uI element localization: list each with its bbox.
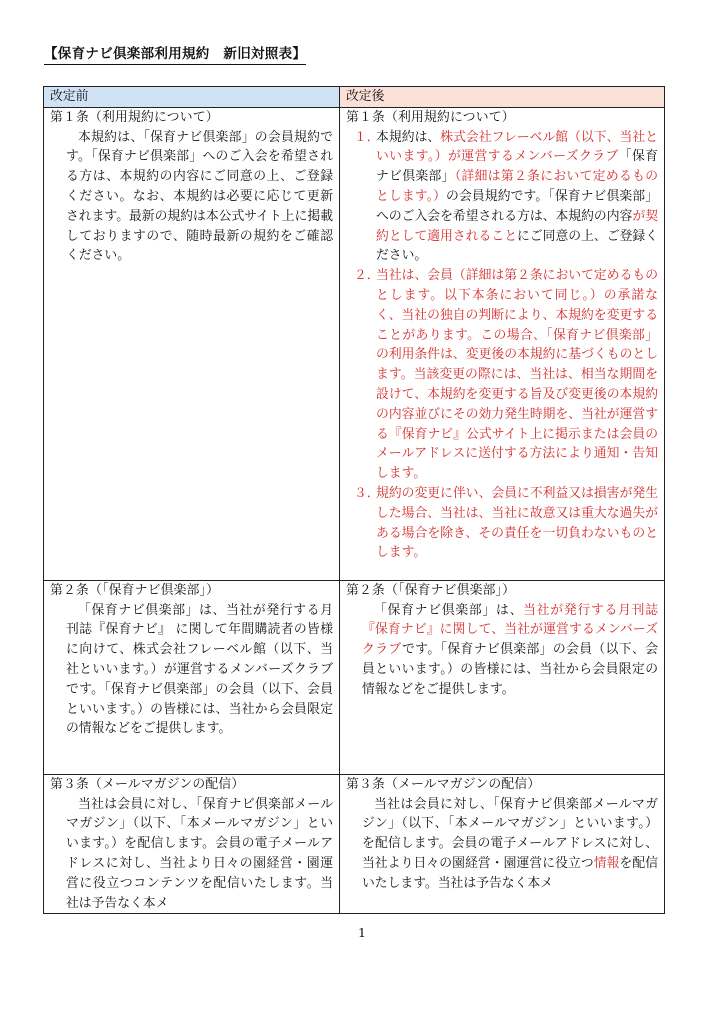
article-1-before-cell — [44, 107, 340, 580]
item-text-part: 「保育ナビ倶楽部」 — [376, 149, 659, 185]
item-text-part: にご同意の上、ご登録ください。 — [376, 228, 659, 264]
item-text-part: 本規約は、 — [376, 129, 441, 145]
article-2-after-text — [346, 601, 658, 700]
article-3-before-cell — [44, 774, 340, 914]
article-1-after-cell — [340, 107, 665, 580]
item-text-part: の会員規約です。「保育ナビ倶楽部」へのご入会を希望される方は、本規約の内容 — [376, 188, 658, 224]
revised-text: 株式会社フレーベル館（以下、当社といいます。）が運営するメンバーズクラブ — [376, 129, 658, 165]
revised-text: 当社は、会員（詳細は第２条において定めるものとします。以下本条において同じ。）の承諾なく、当社の独自の判断により、本規約を変更することがあります。この場合、「保育ナビ倶楽部」の利用条件は、変更後の本規約に基づくものとします。当該変更の際には、当社は、相当な期間を設けて、本規約を変更する旨及び変更後の本規約の内容並びにその効力発生時期を、当社が運営する『保育ナビ』公式サイト上に掲示または会員のメールアドレスに送付する方法により通知・告知します。 — [376, 268, 658, 482]
table-row-article-3 — [44, 774, 665, 914]
revised-text: 規約の変更に伴い、会員に不利益又は損害が発生した場合、当社は、当社に故意又は重大な過失がある場合を除き、その責任を一切負わないものとします。 — [376, 485, 658, 561]
item-number: ３． — [354, 485, 380, 501]
table-header-row — [44, 87, 665, 108]
page-number: 1 — [358, 925, 366, 940]
article-3-after-cell — [340, 774, 665, 914]
text-part: です。「保育ナビ倶楽部」の会員（以下、会員といいます。）の皆様には、当社から会員限定の情報などをご提供します。 — [362, 642, 658, 697]
revised-text: 情報 — [593, 855, 620, 871]
header-after: 改定後 — [340, 87, 665, 108]
article-1-after-item-1 — [346, 128, 658, 267]
header-before: 改定前 — [44, 87, 340, 108]
article-1-after-item-2 — [346, 266, 658, 484]
text-part: を配信いたします。当社は予告なく本メ — [362, 855, 659, 891]
revised-text: が契約として適用されること — [376, 208, 659, 244]
article-2-before-cell — [44, 580, 340, 774]
article-3-after-text — [346, 795, 658, 894]
table-row-article-2 — [44, 580, 665, 774]
item-number: １． — [354, 129, 380, 145]
article-1-after-title: 第１条（利用規約について） — [346, 109, 515, 125]
text-part: 「保育ナビ倶楽部」は、 — [374, 602, 524, 618]
comparison-table — [43, 86, 665, 914]
page-title: 【保育ナビ倶楽部利用規約 新旧対照表】 — [44, 42, 306, 65]
text-part: 当社は会員に対し、「保育ナビ倶楽部メールマガジン」（以下、「本メールマガジン」といいます。）を配信します。会員の電子メールアドレスに対し、当社より日々の園経営・園運営に役立つ — [362, 796, 658, 871]
article-2-after-cell — [340, 580, 665, 774]
revised-text: 当社が発行する月刊誌『保育ナビ』に関して、当社が運営するメンバーズクラブ — [362, 602, 659, 658]
article-1-after-item-3 — [346, 484, 658, 563]
article-1-before-title: 第１条（利用規約について） — [50, 109, 219, 125]
article-3-after-title: 第３条（メールマガジンの配信） — [346, 776, 541, 792]
article-3-before-text: 当社は会員に対し、「保育ナビ倶楽部メールマガジン」（以下、「本メールマガジン」といいます。）を配信します。会員の電子メールアドレスに対し、当社より日々の園経営・園運営に役立つコンテンツを配信いたします。当社は予告なく本メ — [66, 796, 333, 911]
article-3-before-title: 第３条（メールマガジンの配信） — [50, 776, 245, 792]
table-row-article-1 — [44, 107, 665, 580]
item-number: ２． — [354, 268, 380, 284]
revised-text: （詳細は第２条において定めるものとします。） — [376, 169, 658, 204]
article-2-before-text: 「保育ナビ倶楽部」は、当社が発行する月刊誌『保育ナビ』 に関して年間購読者の皆様に向けて、株式会社フレーベル館（以下、当社といいます。）が運営するメンバーズクラブです。「保育ナビ倶楽部」の会員（以下、会員といいます。）の皆様には、当社から会員限定の情報などをご提供します。 — [66, 602, 333, 737]
article-2-after-title: 第２条（「保育ナビ倶楽部」） — [346, 582, 516, 598]
article-2-before-title: 第２条（「保育ナビ倶楽部」） — [50, 582, 220, 598]
article-1-before-text: 本規約は、「保育ナビ倶楽部」の会員規約です。「保育ナビ倶楽部」へのご入会を希望される方は、本規約の内容にご同意の上、ご登録ください。なお、本規約は必要に応じて更新されます。最新の規約は本公式サイト上に掲載しておりますので、随時最新の規約をご確認ください。 — [66, 129, 333, 264]
